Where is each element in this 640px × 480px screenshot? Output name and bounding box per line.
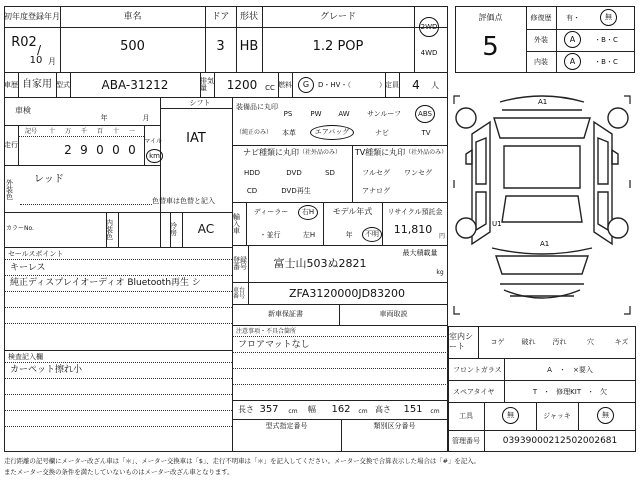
color-value: レッド xyxy=(34,174,64,185)
drive-2wd: 2WD xyxy=(419,17,439,37)
ext-sep1: ・ xyxy=(594,35,602,44)
import-right-hand: 右H xyxy=(298,205,318,220)
color-no-label: カラーNo. xyxy=(6,225,34,232)
type-no-label: 型式指定番号 xyxy=(265,421,308,430)
navi-dvd-play: DVD再生 xyxy=(281,186,311,195)
navi-sd: SD xyxy=(325,168,335,177)
shift-label: シフト xyxy=(189,99,211,107)
fuel-other: D・HV・（ ） xyxy=(318,80,386,89)
spare-options xyxy=(504,386,636,398)
capacity-label: 定員 xyxy=(385,80,399,89)
spare-missing: 欠 xyxy=(600,387,608,396)
mileage-digit: 0 xyxy=(112,143,120,157)
spare-sep2: ・ xyxy=(587,387,595,396)
notes-text: フロアマットなし xyxy=(238,339,310,350)
tv-analog: アナログ xyxy=(362,186,390,195)
width-unit: cm xyxy=(358,408,368,415)
ext-sep2: ・ xyxy=(605,35,613,44)
model-year-label: モデル年式 xyxy=(332,207,373,216)
inspection-label: 車検 xyxy=(15,106,31,115)
mileage-label: 走行 xyxy=(4,140,18,149)
tools-value: 無 xyxy=(502,407,519,424)
equip-airbag: エアバッグ xyxy=(310,125,354,140)
windshield-label: フロントガラス xyxy=(453,365,502,374)
equip-pw: PW xyxy=(310,109,322,118)
equip-aw: AW xyxy=(338,109,350,118)
ext-grade-a: A xyxy=(564,31,581,48)
tv-header xyxy=(354,147,448,159)
capacity-unit: 人 xyxy=(431,81,439,90)
spare-label: スペアタイヤ xyxy=(453,387,495,396)
inspector-label: 検査記入欄 xyxy=(8,352,43,361)
int-grade-bc xyxy=(584,56,628,68)
ext-grade-c: C xyxy=(612,35,618,44)
mileage-digit: 0 xyxy=(128,143,136,157)
doc-manual: 車両取説 xyxy=(379,309,408,318)
tools-label: 工具 xyxy=(459,411,473,420)
first-reg-month-unit: 月 xyxy=(48,57,56,66)
color-note: 色替車は色替と記入 xyxy=(152,196,215,205)
doors-label: ドア xyxy=(211,11,230,22)
car-name-label: 車名 xyxy=(123,11,142,22)
seat-item: 汚れ xyxy=(552,337,567,346)
plate-number: 富士山503ぬ2821 xyxy=(273,256,367,270)
damage-mark-rear: A1 xyxy=(540,240,550,248)
int-grade-c: C xyxy=(612,57,618,66)
mileage-digit-label: 千 xyxy=(80,127,87,135)
mileage-digit: 9 xyxy=(80,143,88,157)
model-year-unknown: 不明 xyxy=(362,227,382,242)
shift-value: IAT xyxy=(186,130,206,146)
seat-item: 破れ xyxy=(521,337,536,346)
equip-leather: 本革 xyxy=(282,128,296,137)
mileage-km: km xyxy=(146,149,163,163)
interior-label: 内装色 xyxy=(106,218,113,241)
height: 151 xyxy=(403,404,423,415)
length-label: 長さ xyxy=(238,405,254,414)
repair-yes xyxy=(560,12,586,24)
windshield-value: A ・ ×要入 xyxy=(547,365,593,374)
navi-dvd: DVD xyxy=(286,168,302,177)
navi-header xyxy=(234,147,350,159)
seat-item: コゲ xyxy=(490,337,505,346)
length: 357 xyxy=(259,404,279,415)
height-unit: cm xyxy=(430,408,440,415)
class-no-label: 類別区分番号 xyxy=(373,421,416,430)
fuel-label: 燃料 xyxy=(278,80,292,89)
repair-dot: ・ xyxy=(573,13,580,22)
ext-grade-label: 外装 xyxy=(534,35,548,44)
reg-label: 車歴 xyxy=(4,80,18,89)
equip-ps: PS xyxy=(283,109,293,118)
mileage-unit-label: 記号 xyxy=(24,127,37,135)
damage-mark-side: U1 xyxy=(492,220,502,228)
sales-line-1: キーレス xyxy=(10,262,46,273)
import-label: 輸入車 xyxy=(233,212,240,235)
model-label: 型式 xyxy=(56,80,70,89)
mileage-digit: 0 xyxy=(96,143,104,157)
import-parallel: ・並行 xyxy=(259,230,281,239)
inspection-month-unit: 月 xyxy=(142,113,150,122)
first-reg-year: R02 xyxy=(11,34,37,50)
mileage-mile: マイル xyxy=(144,138,162,145)
ac-label: 冷房 xyxy=(170,222,177,237)
equip-abs: ABS xyxy=(415,105,435,123)
footer-line-1: 走行距離の記号欄にメーター改ざん車は「＊」、メーター交換車は「$」、走行不明車は「＊」を記入してください。メーター交換で合算表示した場合は「#」を記入。 xyxy=(4,456,480,465)
color-label: 外装色 xyxy=(6,178,13,201)
drive-4wd: 4WD xyxy=(420,48,438,57)
capacity: 4 xyxy=(412,78,420,92)
sales-line-2: 純正ディスプレイオーディオ Bluetooth再生 シ xyxy=(10,277,201,288)
ext-grade-b: B xyxy=(601,35,606,44)
equip-navi: ナビ xyxy=(375,128,389,137)
navi-hdd: HDD xyxy=(243,168,261,177)
mileage-digit-label: 十 xyxy=(112,127,119,135)
shape: HB xyxy=(239,38,259,54)
ext-grade-bc xyxy=(584,34,628,46)
load-unit: kg xyxy=(436,269,444,276)
score-value: 5 xyxy=(482,32,499,62)
doors: 3 xyxy=(216,38,225,54)
mileage-digit-label: 百 xyxy=(96,127,103,135)
mgmt-number: 0393900021250200268​1 xyxy=(502,435,618,446)
inspector-text: カーペット擦れ小 xyxy=(10,364,83,375)
import-left-hand: 左H xyxy=(302,230,316,239)
mileage-digit xyxy=(44,142,60,158)
damage-mark-front: A1 xyxy=(538,98,548,106)
tv-oneseg: ワンセグ xyxy=(404,168,432,177)
car-damage-diagram xyxy=(452,84,632,322)
grade: 1.2 POP xyxy=(312,38,364,54)
recycle-unit: 円 xyxy=(438,233,445,240)
seat-item: 穴 xyxy=(587,337,594,346)
import-dealer: ディーラー xyxy=(253,207,289,216)
plate-label: 登録番号 xyxy=(233,256,247,271)
ac-value: AC xyxy=(197,222,215,236)
repair-label: 修復歴 xyxy=(530,13,552,22)
repair-no: 無 xyxy=(600,9,617,26)
repair-yes-text: 有 xyxy=(566,13,573,22)
model-code: ABA-31212 xyxy=(101,78,169,92)
equip-tv: TV xyxy=(421,128,431,137)
vin-label: 車台番号 xyxy=(233,286,246,300)
score-label: 評価点 xyxy=(478,13,503,22)
inspection-year-unit: 年 xyxy=(100,113,108,122)
notes-label: 注意事項・不具合箇所 xyxy=(236,327,297,335)
spare-repair-kit: 修理KIT xyxy=(556,387,582,396)
length-unit: cm xyxy=(288,408,298,415)
mgmt-label: 管理番号 xyxy=(452,436,480,445)
shape-label: 形状 xyxy=(239,11,258,22)
model-year-unit: 年 xyxy=(345,230,353,239)
mileage-digit: 2 xyxy=(64,143,72,157)
mileage-digit-label: 十 xyxy=(48,127,55,135)
height-label: 高さ xyxy=(375,405,391,414)
width: 162 xyxy=(331,404,351,415)
load-label: 最大積載量 xyxy=(402,249,438,257)
tv-label: TV種類に丸印 xyxy=(354,148,406,157)
first-reg-label: 初年度登録年月 xyxy=(4,12,60,21)
int-grade-label: 内装 xyxy=(534,57,548,66)
int-sep1: ・ xyxy=(594,57,602,66)
footer-line-2: またメーター交換の条件を満たしていないものはメーター改ざん車となります。 xyxy=(4,467,234,476)
width-label: 幅 xyxy=(308,405,316,414)
navi-cd: CD xyxy=(246,186,258,195)
seat-item: キズ xyxy=(614,337,629,346)
spare-t: T xyxy=(532,387,538,396)
seat-label: 室内シート xyxy=(449,332,473,351)
car-name: 500 xyxy=(120,38,145,54)
jack-value: 無 xyxy=(597,407,614,424)
sales-label: セールスポイント xyxy=(8,249,64,258)
grade-label: グレード xyxy=(319,11,356,22)
jack-label: ジャッキ xyxy=(543,411,571,420)
spare-sep1: ・ xyxy=(543,387,551,396)
fuel-g: G xyxy=(298,77,314,93)
disp-unit: CC xyxy=(265,83,275,92)
first-reg-month: 10 xyxy=(29,55,43,66)
int-grade-b: B xyxy=(601,57,606,66)
recycle-label: リサイクル預託金 xyxy=(387,207,443,216)
tv-fullseg: フルセグ xyxy=(362,168,390,177)
first-reg-slash: / xyxy=(36,43,42,57)
navi-sub: （社外品のみ） xyxy=(298,149,341,156)
equipment-label: 装備品に丸印 xyxy=(236,102,278,111)
int-grade-a: A xyxy=(564,53,581,70)
navi-label: ナビ種類に丸印 xyxy=(242,148,299,157)
tv-sub: （社外品のみ） xyxy=(405,149,448,156)
mileage-digit-label: 万 xyxy=(64,127,71,135)
doc-warranty: 新車保証書 xyxy=(268,309,303,318)
equip-sunroof: サンルーフ xyxy=(366,109,402,118)
disp-label: 排気量 xyxy=(200,77,214,92)
mileage-digit-label: 一 xyxy=(128,127,135,135)
reg-value: 自家用 xyxy=(22,79,52,90)
displacement: 1200 xyxy=(226,78,258,92)
recycle-amount: 11,810 xyxy=(393,222,433,236)
int-sep2: ・ xyxy=(605,57,613,66)
vin: ZFA3120000JD83200 xyxy=(288,287,406,300)
equipment-sublabel: （純正のみ） xyxy=(236,128,273,136)
